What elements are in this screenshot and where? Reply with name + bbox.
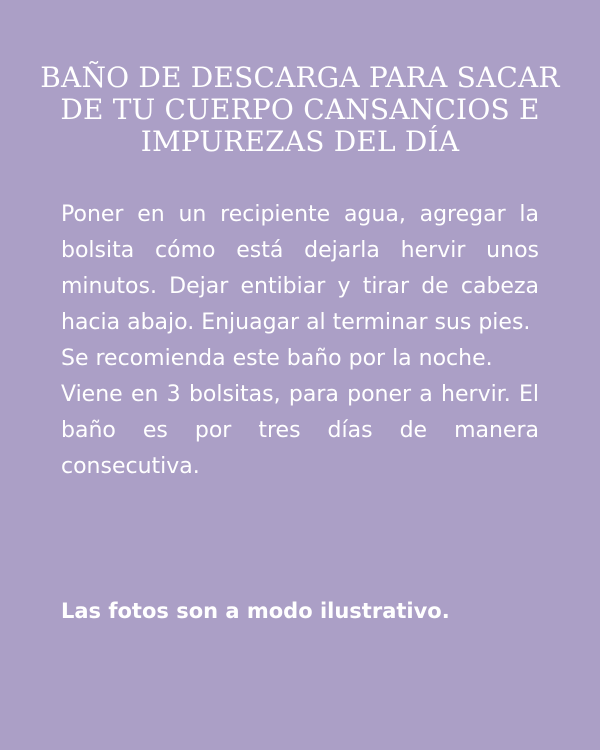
card-title: BAÑO DE DESCARGA PARA SACAR DE TU CUERPO CANSANCIOS E IMPUREZAS DEL DÍA (40, 61, 560, 158)
instruction-paragraph-recommendation: Se recomienda este baño por la noche. (61, 346, 493, 371)
illustrative-photos-note: Las fotos son a modo ilustrativo. (61, 599, 450, 623)
instructions-text (61, 197, 539, 485)
instruction-paragraph-contents: Viene en 3 bolsitas, para poner a hervir. El baño es por tres días de manera consecutiva. (61, 382, 539, 479)
instruction-paragraph-preparation: Poner en un recipiente agua, agregar la bolsita cómo está dejarla hervir unos minutos. Dejar entibiar y tirar de cabeza hacia abajo. Enjuagar al terminar sus pies. (61, 202, 539, 335)
